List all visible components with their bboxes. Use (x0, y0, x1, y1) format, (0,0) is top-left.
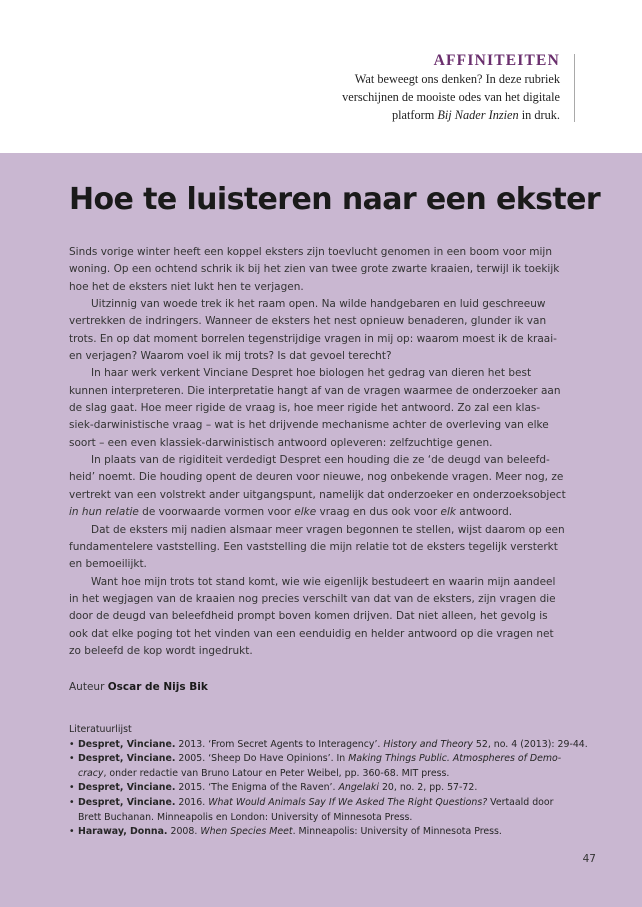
body-line: vertrekken de indringers. Wanneer de eksters het nest opnieuw benaderen, glunder ik van (69, 315, 547, 328)
body-line: woning. Op een ochtend schrik ik bij het zien van twee grote zwarte kraaien, terwijl ik toekijk (69, 263, 560, 276)
body-line: fundamentelere vaststelling. Een vaststelling die mijn relatie tot de eksters tegelijk versterkt (69, 540, 558, 553)
body-line: In haar werk verkent Vinciane Despret hoe biologen het gedrag van dieren het best (91, 367, 532, 380)
reference-item: • Despret, Vinciane. 2005. ‘Sheep Do Have Opinions’. In Making Things Public. Atmospheres of Demo- (69, 752, 589, 767)
reference-item: • Despret, Vinciane. 2015. ‘The Enigma of the Raven’. Angelaki 20, no. 2, pp. 57-72. (69, 781, 589, 796)
author-name: Oscar de Nijs Bik (107, 681, 208, 693)
bullet: • (69, 796, 75, 808)
body-line: vertrekt van een volstrekt ander uitgangspunt, namelijk dat onderzoeker en onderzoeksobject (69, 488, 566, 501)
body-line: ook dat elke poging tot het vinden van een eenduidig en helder antwoord op die vragen net (69, 627, 554, 640)
body-line: Uitzinnig van woede trek ik het raam open. Na wilde handgebaren en luid geschreeuw (91, 298, 546, 311)
reference-item: • Despret, Vinciane. 2013. ‘From Secret Agents to Interagency’. History and Theory 52, no. 4 (2013): 29-44. (69, 738, 589, 753)
body-line: zo beleefd de kop wordt ingedrukt. (69, 644, 253, 657)
body-line: soort – een even klassiek-darwinistisch antwoord opleveren: zelfzuchtige genen. (69, 436, 493, 449)
body-line: Want hoe mijn trots tot stand komt, wie wie eigenlijk bestudeert en waarin mijn aandeel (91, 575, 556, 588)
body-line: in hun relatie de voorwaarde vormen voor elke vraag en dus ook voor elk antwoord. (69, 506, 513, 519)
bullet: • (69, 826, 75, 838)
body-line: siek-darwinistische vraag – wat is het drijvende mechanisme achter de overleving van elke (69, 419, 549, 432)
reference-item: • Haraway, Donna. 2008. When Species Meet. Minneapolis: University of Minnesota Press. (69, 825, 589, 840)
body-line: de slag gaat. Hoe meer rigide de vraag is, hoe meer rigide het antwoord. Zo zal een klas- (69, 402, 541, 415)
body-line: en verjagen? Waarom voel ik mij trots? Is dat gevoel terecht? (69, 350, 392, 363)
reference-continuation: cracy, onder redactie van Bruno Latour en Peter Weibel, pp. 360-68. MIT press. (78, 767, 450, 779)
rubric-intro (342, 70, 560, 124)
author-label: Auteur (69, 681, 105, 693)
rubric-title: AFFINITEITEN (433, 52, 560, 69)
body-line: in het wegjagen van de kraaien nog precies verschilt van dat van de eksters, zijn vragen die (69, 592, 556, 605)
body-line: In plaats van de rigiditeit verdedigt Despret een houding die ze ‘de deugd van beleefd- (91, 454, 550, 467)
platform-name: Bij Nader Inzien (437, 108, 519, 122)
article-title: Hoe te luisteren naar een ekster (69, 182, 601, 217)
page-number: 47 (582, 853, 596, 865)
body-line: hoe het de eksters niet lukt hen te verjagen. (69, 280, 304, 293)
literature-list (69, 723, 589, 840)
reference-continuation: Brett Buchanan. Minneapolis en London: University of Minnesota Press. (78, 811, 413, 823)
body-line: Sinds vorige winter heeft een koppel eksters zijn toevlucht genomen in een boom voor mijn (69, 246, 553, 258)
rubric-line: Wat beweegt ons denken? In deze rubriek (354, 72, 560, 86)
rubric-line: platform Bij Nader Inzien in druk. (391, 108, 560, 122)
body-line: kunnen interpreteren. Die interpretatie hangt af van de vragen waarmee de onderzoeker aan (69, 384, 561, 397)
body-line: door de deugd van beleefdheid prompt boven komen drijven. Dat niet alleen, het gevolg is (69, 610, 548, 623)
bullet: • (69, 782, 75, 794)
rubric-box (342, 52, 560, 124)
body-line: trots. En op dat moment borrelen tegenstrijdige vragen in mij op: waarom moest ik de kraai- (69, 332, 557, 345)
body-line: heid’ noemt. Die houding opent de deuren voor nieuwe, nog onbekende vragen. Meer nog, ze (69, 471, 564, 484)
rubric-line: verschijnen de mooiste odes van het digitale (342, 90, 560, 104)
article-body (69, 244, 585, 660)
rubric-divider (574, 54, 575, 122)
body-line: en bemoeilijkt. (69, 558, 147, 571)
reference-item: • Despret, Vinciane. 2016. What Would Animals Say If We Asked The Right Questions? Vertaald door (69, 796, 589, 811)
literature-heading: Literatuurlijst (69, 724, 132, 735)
body-line: Dat de eksters mij nadien alsmaar meer vragen begonnen te stellen, wijst daarom op een (91, 523, 565, 536)
bullet: • (69, 738, 75, 750)
bullet: • (69, 753, 75, 765)
author-credit (69, 679, 208, 695)
